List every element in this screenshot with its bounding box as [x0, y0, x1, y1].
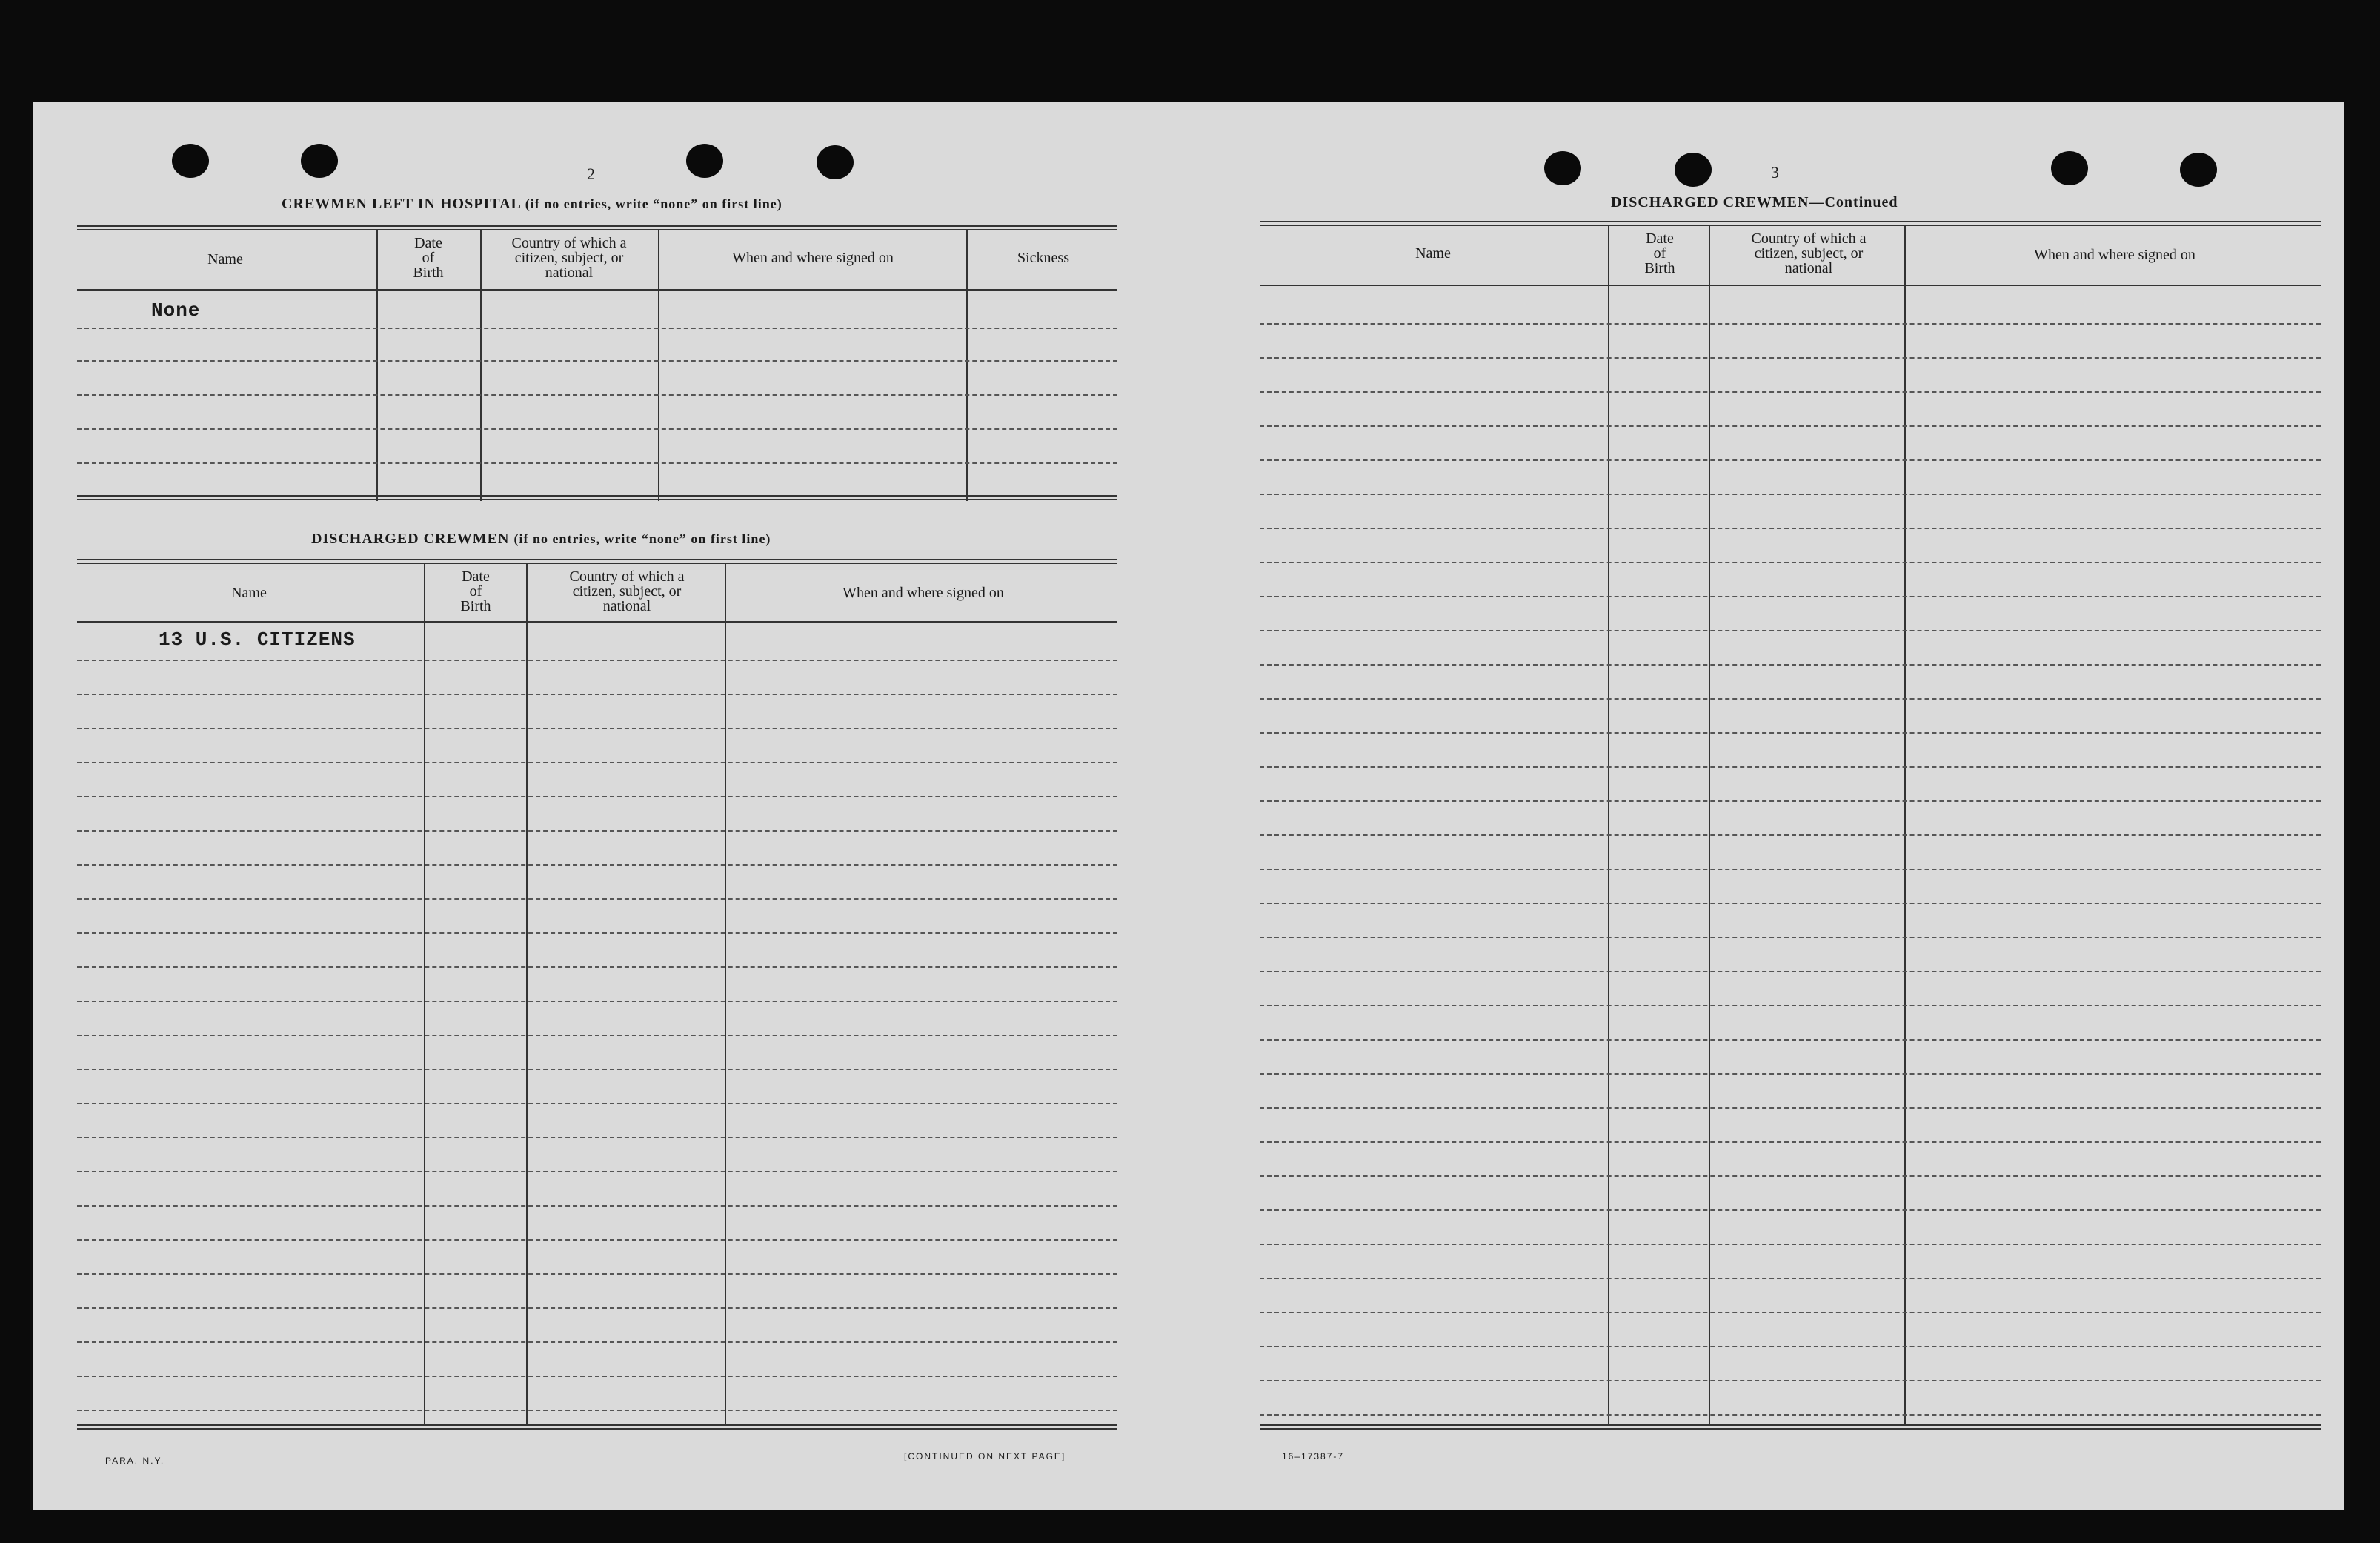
table-row-line: [1260, 1380, 2321, 1381]
table-row-line: [77, 1205, 1117, 1207]
col-header-country: Country of which a citizen, subject, or national: [1751, 230, 1867, 276]
table-row-line: [77, 762, 1117, 763]
table-row-line: [77, 1376, 1117, 1377]
table-row-line: [1260, 357, 2321, 359]
table-row-line: [77, 830, 1117, 832]
table-row-line: [77, 1273, 1117, 1275]
table-row-line: [1260, 766, 2321, 768]
table-row-line: [1260, 1039, 2321, 1041]
column-rule: [966, 230, 968, 501]
page-number-left: 2: [587, 165, 595, 183]
table-row-line: [1260, 1414, 2321, 1416]
footer-printer: PARA. N.Y.: [105, 1456, 165, 1466]
col-header-country: Country of which a citizen, subject, or national: [569, 568, 685, 614]
table-row-line: [1260, 1312, 2321, 1313]
table-row-line: [77, 864, 1117, 866]
column-rule: [725, 563, 726, 1424]
table-row-line: [77, 1001, 1117, 1002]
table-row-line: [77, 796, 1117, 797]
table-row-line: [1260, 1278, 2321, 1279]
table-row-line: [1260, 937, 2321, 938]
column-rule: [526, 563, 528, 1424]
table-row-line: [77, 1239, 1117, 1241]
table-row-line: [1260, 903, 2321, 904]
punch-hole: [2180, 153, 2217, 187]
table-row-line: [77, 394, 1117, 396]
table-row-line: [77, 428, 1117, 430]
column-rule: [424, 563, 425, 1424]
punch-hole: [301, 144, 338, 178]
table-row-line: [77, 932, 1117, 934]
table-row-line: [1260, 391, 2321, 393]
table-row-line: [77, 360, 1117, 362]
table-row-line: [1260, 596, 2321, 597]
col-header-signed-on: When and where signed on: [732, 250, 894, 266]
col-header-signed-on: When and where signed on: [2034, 247, 2195, 263]
table-row-line: [1260, 425, 2321, 427]
table-row-line: [77, 694, 1117, 695]
table-row-line: [1260, 494, 2321, 495]
header-rule: [1260, 285, 2321, 286]
hospital-title-note: (if no entries, write “none” on first line): [525, 196, 782, 211]
col-header-name: Name: [1415, 245, 1451, 262]
footer-continued: [CONTINUED ON NEXT PAGE]: [904, 1451, 1066, 1461]
col-header-country: Country of which a citizen, subject, or national: [511, 235, 627, 281]
column-rule: [376, 230, 378, 501]
table-row-line: [77, 1069, 1117, 1070]
table-row-line: [1260, 1346, 2321, 1347]
table-row-line: [1260, 1107, 2321, 1109]
punch-hole: [1544, 151, 1581, 185]
table-bottom-rule: [77, 495, 1117, 500]
table-row-line: [77, 1171, 1117, 1172]
col-header-dob: Date of Birth: [460, 568, 491, 614]
table-row-line: [77, 660, 1117, 661]
table-row-line: [77, 1307, 1117, 1309]
table-row-line: [1260, 459, 2321, 461]
table-row-line: [1260, 1244, 2321, 1245]
right-section-title: DISCHARGED CREWMEN—Continued: [1611, 194, 1898, 210]
table-row-line: [77, 728, 1117, 729]
table-row-line: [77, 462, 1117, 464]
column-rule: [480, 230, 482, 501]
table-row-line: [1260, 834, 2321, 836]
col-header-dob: Date of Birth: [413, 235, 444, 281]
col-header-name: Name: [231, 585, 267, 601]
punch-hole: [2051, 151, 2088, 185]
table-row-line: [77, 966, 1117, 968]
discharged-section-title: [311, 531, 771, 548]
col-header-dob: Date of Birth: [1644, 230, 1675, 276]
table-row-line: [1260, 800, 2321, 802]
hospital-title-text: CREWMEN LEFT IN HOSPITAL: [282, 196, 521, 212]
table-row-line: [1260, 323, 2321, 325]
table-top-rule: [77, 559, 1117, 564]
header-rule: [77, 289, 1117, 291]
table-row-line: [77, 1137, 1117, 1138]
table-row-line: [1260, 869, 2321, 870]
hospital-section-title: [282, 196, 782, 213]
punch-hole: [686, 144, 723, 178]
table-bottom-rule: [77, 1424, 1117, 1430]
punch-hole: [172, 144, 209, 178]
table-row-line: [77, 1341, 1117, 1343]
table-row-line: [1260, 732, 2321, 734]
column-rule: [658, 230, 659, 501]
table-row-line: [1260, 971, 2321, 972]
table-top-rule: [77, 225, 1117, 230]
punch-hole: [817, 145, 854, 179]
table-row-line: [1260, 1141, 2321, 1143]
table-row-line: [1260, 528, 2321, 529]
table-top-rule: [1260, 221, 2321, 226]
table-row-line: [77, 1103, 1117, 1104]
table-row-line: [77, 1035, 1117, 1036]
page-number-right: 3: [1771, 163, 1779, 182]
table-row-line: [1260, 698, 2321, 700]
table-row-line: [77, 328, 1117, 329]
table-row-line: [77, 898, 1117, 900]
col-header-name: Name: [207, 251, 243, 268]
table-row-line: [77, 1410, 1117, 1411]
punch-hole: [1675, 153, 1712, 187]
table-row-line: [1260, 562, 2321, 563]
table-row-line: [1260, 664, 2321, 666]
table-bottom-rule: [1260, 1424, 2321, 1430]
col-header-signed-on: When and where signed on: [842, 585, 1004, 601]
hospital-entry: None: [151, 299, 201, 322]
discharged-title-text: DISCHARGED CREWMEN: [311, 531, 510, 547]
header-rule: [77, 621, 1117, 623]
document-sheet: [33, 102, 2344, 1510]
table-row-line: [1260, 1005, 2321, 1006]
table-row-line: [1260, 1073, 2321, 1075]
discharged-title-note: (if no entries, write “none” on first line): [513, 531, 771, 546]
discharged-entry: 13 U.S. CITIZENS: [159, 628, 356, 651]
col-header-sickness: Sickness: [1017, 250, 1069, 266]
table-row-line: [1260, 630, 2321, 631]
table-row-line: [1260, 1209, 2321, 1211]
footer-form-number: 16–17387-7: [1282, 1451, 1345, 1461]
table-row-line: [1260, 1175, 2321, 1177]
